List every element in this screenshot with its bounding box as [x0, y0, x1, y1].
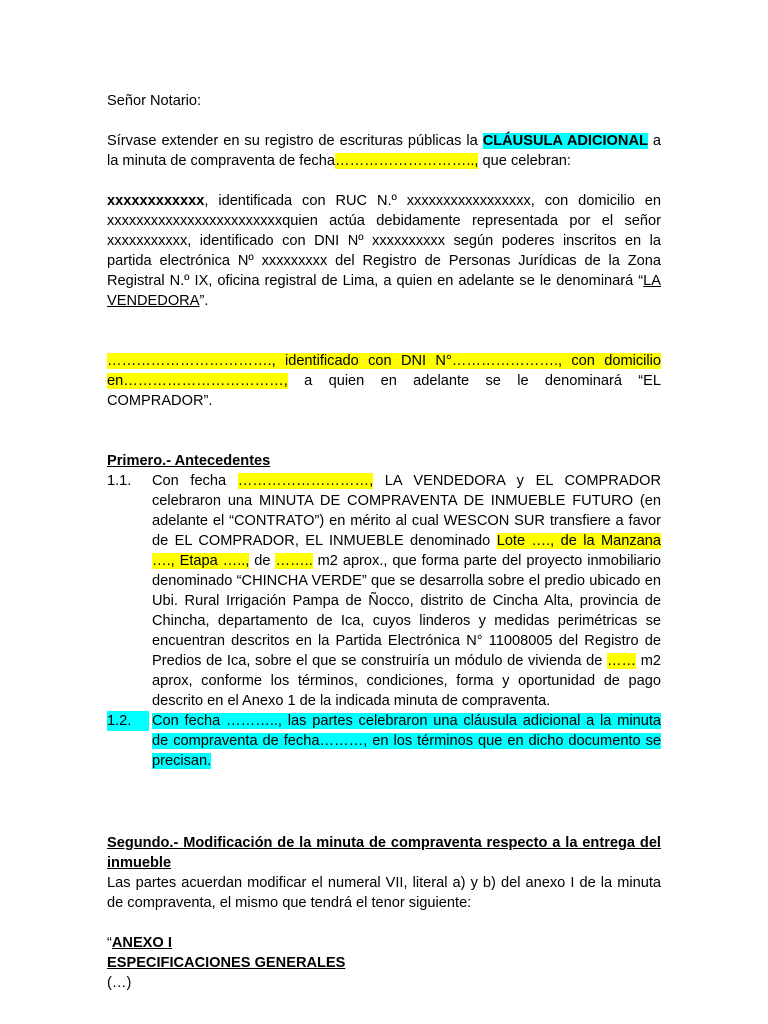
list-item-1-2 [107, 711, 661, 771]
annex-ellipsis: (…) [107, 975, 132, 991]
buyer-paragraph [107, 351, 661, 411]
item-text: m2 aprox, conforme los términos, condiciones, forma y oportunidad de pago descrito en el Anexo 1 de la indicada minuta de compraventa. [152, 653, 662, 709]
item-text: m2 aprox., que forma parte del proyecto inmobiliario denominado “CHINCHA VERDE” que se desarrolla sobre el predio ubicado en Ubi. Rural Irrigación Pampa de Ñocco, distrito de Cincha Alta, provincia de Chincha, departamento de Ica, cuyos linderos y medidas perimétricas se encuentran descritos en la Partida Electrónica N° 11008005 del Registro de Predios de Ica, sobre el que se construiría un módulo de vivienda de [152, 553, 662, 669]
section2-body: Las partes acuerdan modificar el numeral VII, literal a) y b) del anexo I de la minuta de compraventa, el mismo que tendrá el tenor siguiente: [107, 875, 661, 911]
date-blank-highlight: ……………………….., [334, 153, 479, 169]
buyer-text: a quien en adelante se le denominará “EL COMPRADOR”. [107, 373, 661, 409]
seller-paragraph [107, 191, 661, 311]
list-item-1-1 [107, 471, 661, 711]
greeting: Señor Notario: [107, 93, 202, 109]
section2-title: Segundo.- Modificación de la minuta de compraventa respecto a la entrega del inmueble [107, 835, 661, 871]
lot-blank-highlight: Lote …., de la Manzana …., Etapa ….., [152, 533, 662, 569]
seller-alias: LA VENDEDORA [107, 273, 661, 309]
intro-text-2: a la minuta de compraventa de fecha [107, 133, 661, 169]
intro-text-1: Sírvase extender en su registro de escrituras públicas la [107, 133, 483, 149]
section1-title: Primero.- Antecedentes [107, 453, 271, 469]
intro-text-3: que celebran: [478, 153, 571, 169]
annex-title: ANEXO I [111, 935, 172, 951]
annex-subtitle: ESPECIFICACIONES GENERALES [107, 955, 346, 971]
buyer-blanks-highlight: ……………………………., identificado con DNI N°…………………., con domicilio en……………………………, [107, 353, 661, 389]
item-text: de [249, 553, 276, 569]
intro-paragraph [107, 131, 661, 171]
date-blank-highlight: ………………………, [237, 473, 374, 489]
item-number: 1.2. [107, 711, 149, 731]
clause-title-highlight: CLÁUSULA ADICIONAL [482, 133, 648, 149]
seller-body: , identificada con RUC N.º xxxxxxxxxxxxxxxxx, con domicilio en xxxxxxxxxxxxxxxxxxxxxxxxquien actúa debidamente representada por el señor xxxxxxxxxxx, identificado con DNI Nº xxxxxxxxxx según poderes inscritos en la partida electrónica Nº xxxxxxxxx del Registro de Personas Jurídicas de la Zona Registral N.º IX, oficina registral de Lima, a quien en adelante se le denominará “ [107, 193, 661, 289]
item-text-highlight: Con fecha ……….., las partes celebraron una cláusula adicional a la minuta de compraventa de fecha………, en los términos que en dicho documento se precisan. [152, 713, 661, 769]
seller-name: xxxxxxxxxxxx [107, 193, 205, 209]
document-page [107, 91, 661, 993]
area-blank-highlight: …… [606, 653, 637, 669]
area-blank-highlight: …….. [275, 553, 313, 569]
seller-end: ”. [199, 293, 209, 309]
item-number: 1.1. [107, 473, 132, 489]
annex-title-line [107, 933, 661, 953]
item-text: LA VENDEDORA y EL COMPRADOR celebraron una MINUTA DE COMPRAVENTA DE INMUEBLE FUTURO (en adelante el “CONTRATO”) en mérito al cual WESCON SUR transfiere a favor de EL COMPRADOR, EL INMUEBLE denominado [152, 473, 661, 549]
item-text: Con fecha [152, 473, 238, 489]
annex-quote: “ [107, 935, 112, 951]
